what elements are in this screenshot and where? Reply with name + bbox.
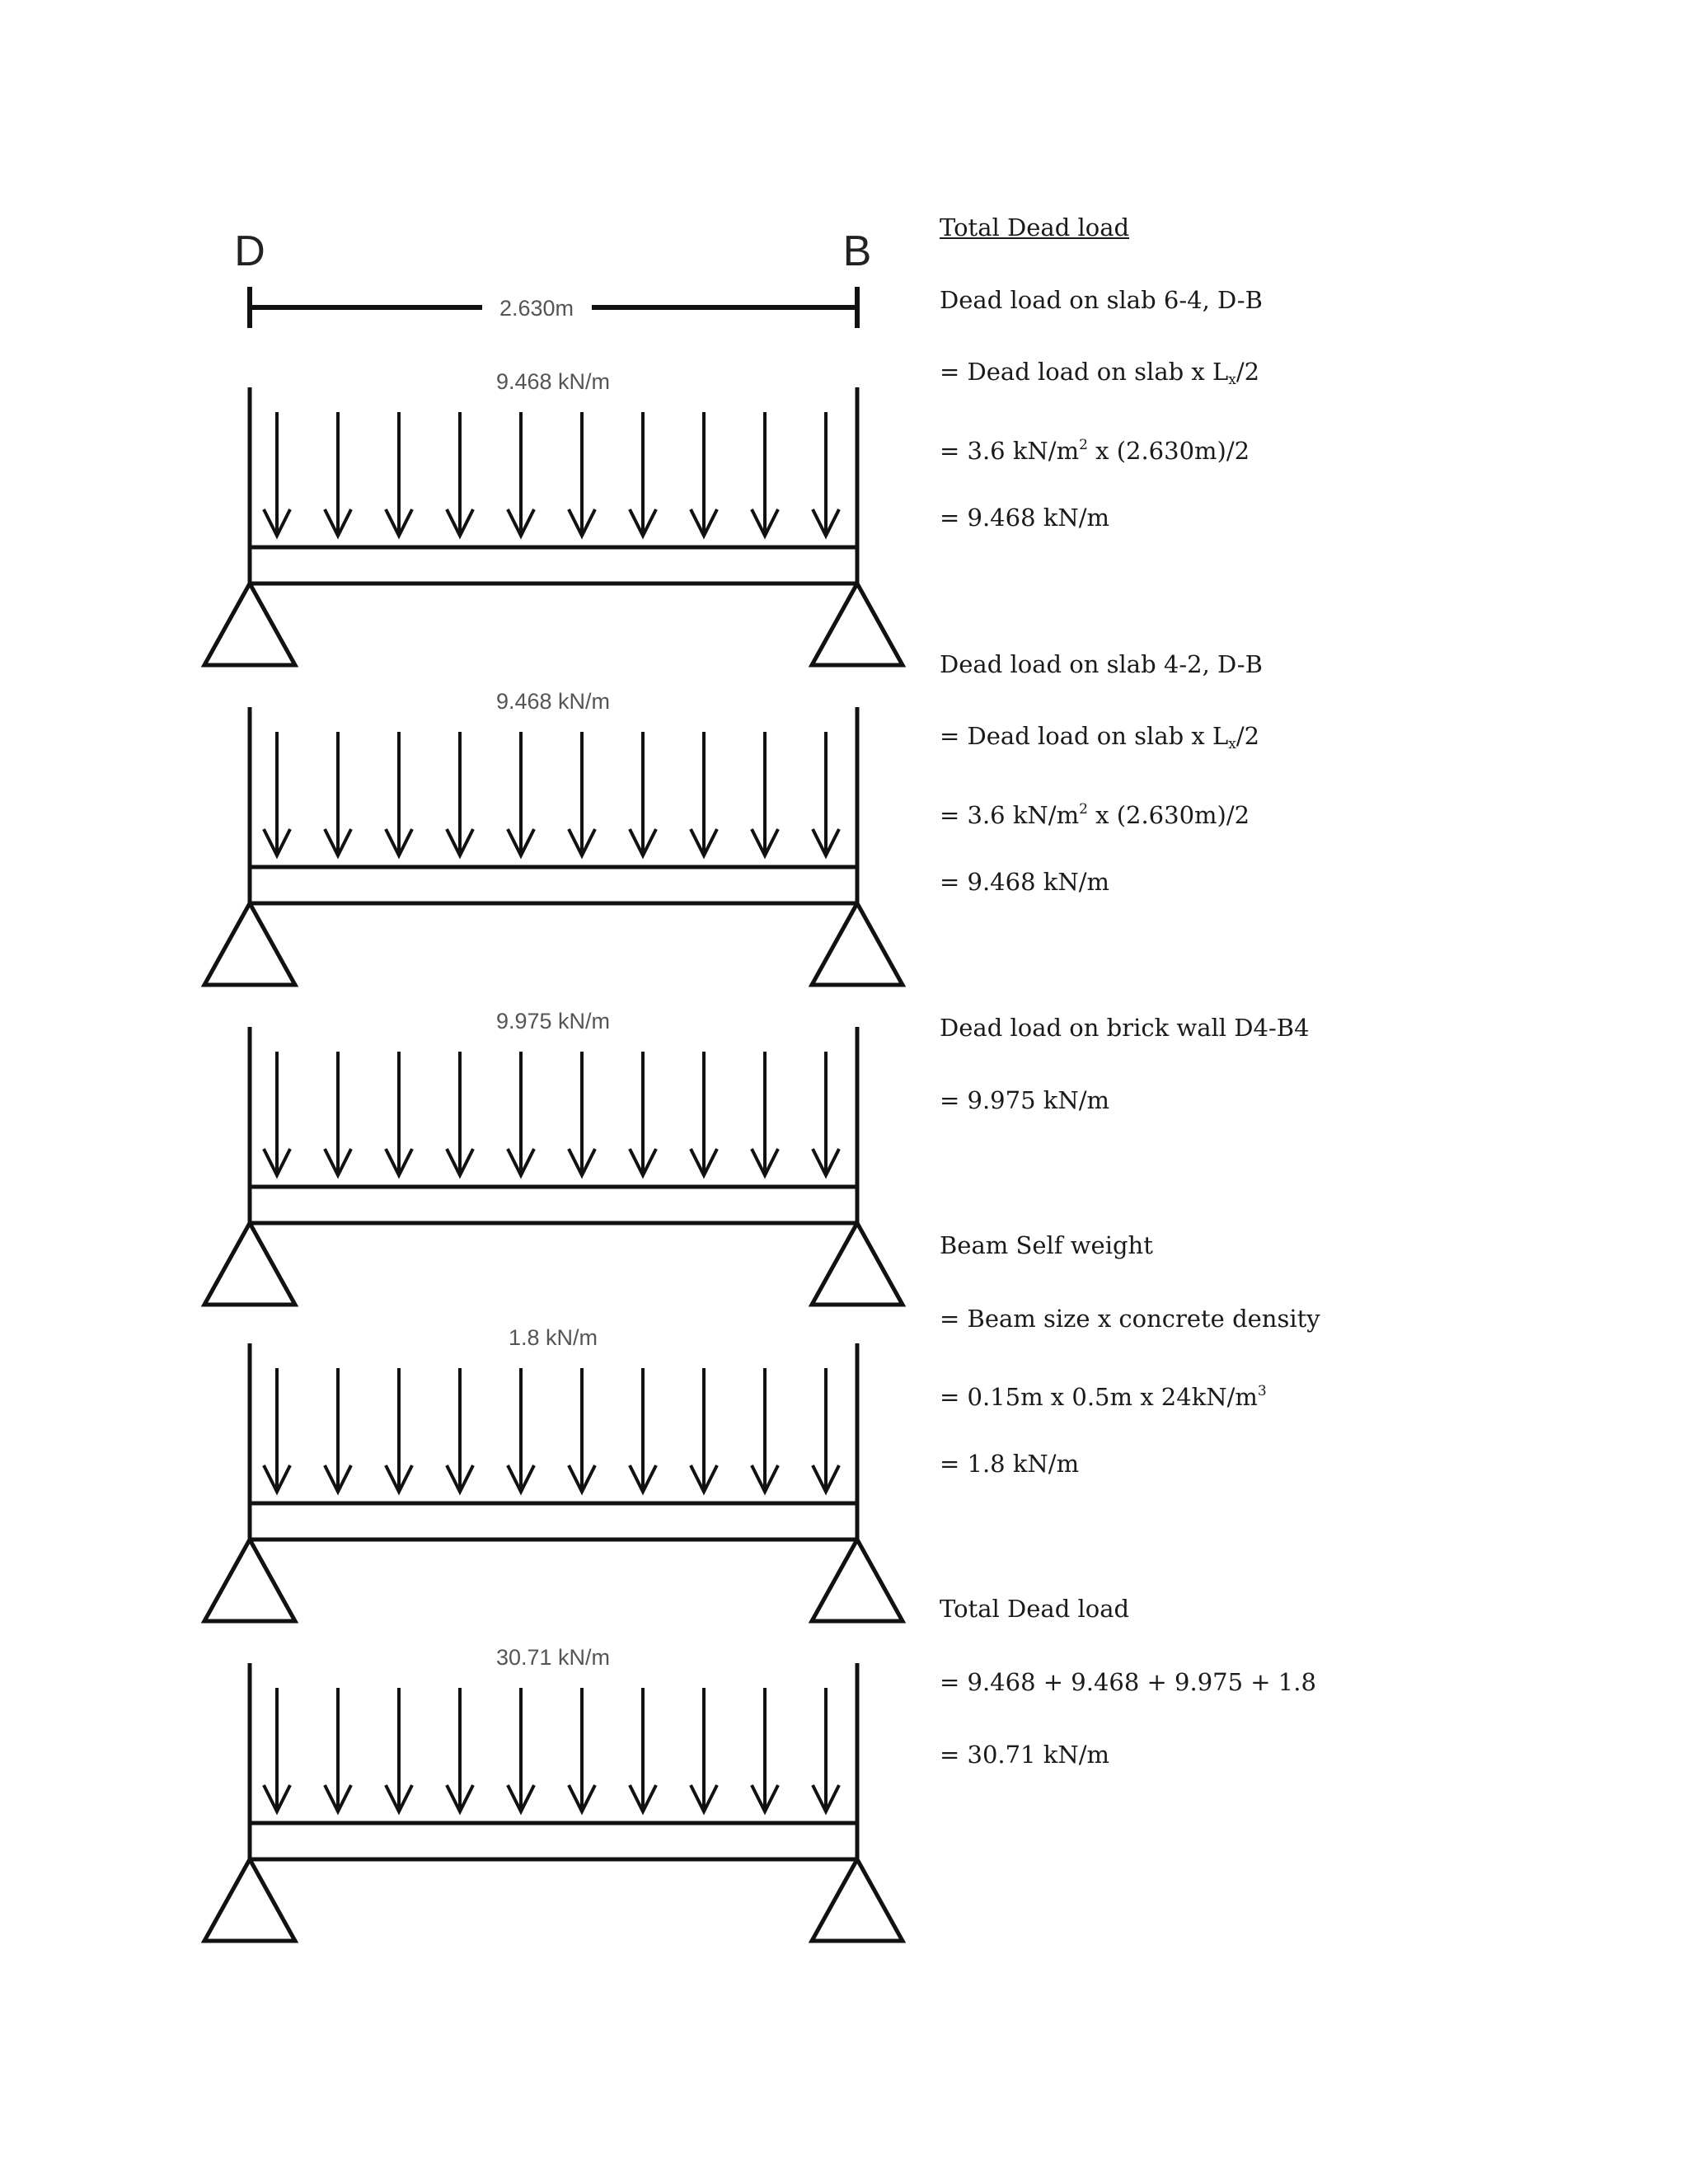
load-arrow [569,1368,595,1492]
load-arrow [264,732,290,855]
load-arrow [630,1688,656,1811]
wall-result: = 9.975 kN/m [940,1086,1109,1114]
pin-support-right [812,903,903,985]
load-arrow [752,1052,778,1175]
beam-group [204,369,903,1941]
load-arrow [813,412,839,536]
wall-title: Dead load on brick wall D4-B4 [940,1014,1310,1042]
pin-support-left [204,1540,295,1621]
load-arrow [630,412,656,536]
load-arrow [752,412,778,536]
load-arrow [813,732,839,855]
load-arrow [508,412,534,536]
total-result: = 30.71 kN/m [940,1741,1109,1769]
slab42-title: Dead load on slab 4-2, D-B [940,650,1263,678]
slab64-formula: = Dead load on slab x $L_x/2$ [940,358,1260,388]
selfweight-substitution: = 0.15m x 0.5m x $24kN/m^3$ [940,1383,1267,1411]
total-title: Total Dead load [940,1595,1130,1623]
load-arrow [325,412,351,536]
load-label: 1.8 kN/m [508,1325,598,1350]
load-label: 9.975 kN/m [495,1009,611,1033]
load-arrow [447,732,473,855]
beam-diagram [204,369,903,665]
load-arrow [447,412,473,536]
slab64-title: Dead load on slab 6-4, D-B [940,286,1263,314]
load-arrow [508,1052,534,1175]
load-arrow [264,1688,290,1811]
load-arrow [569,732,595,855]
selfweight-formula: = Beam size x concrete density [940,1305,1320,1333]
load-arrow [325,1368,351,1492]
pin-support-left [204,583,295,665]
load-arrow [691,1052,717,1175]
load-arrow [691,1368,717,1492]
load-arrow [447,1052,473,1175]
load-arrow [569,1052,595,1175]
pin-support-left [204,1859,295,1941]
load-arrow [508,732,534,855]
load-arrow [386,1368,412,1492]
load-label: 30.71 kN/m [495,1645,611,1670]
load-arrow [325,1688,351,1811]
end-label-b: B [842,227,872,275]
beam-diagram [204,1645,903,1941]
selfweight-result: = 1.8 kN/m [940,1450,1080,1478]
heading-total-dead-load: Total Dead load [940,213,1130,241]
pin-support-left [204,903,295,985]
slab42-substitution: = 3.6 $kN/m^2$ x (2.630m)/2 [940,801,1250,829]
load-arrow [813,1368,839,1492]
beam-diagram [204,689,903,985]
load-arrow [386,412,412,536]
slab42-formula: = Dead load on slab x $L_x/2$ [940,722,1260,752]
load-arrow [813,1688,839,1811]
pin-support-right [812,1859,903,1941]
pin-support-right [812,1223,903,1305]
load-arrow [325,732,351,855]
load-label: 9.468 kN/m [495,369,611,394]
selfweight-title: Beam Self weight [940,1231,1153,1259]
load-arrow [447,1688,473,1811]
load-arrow [752,1368,778,1492]
load-arrow [264,1052,290,1175]
slab64-substitution: = 3.6 $kN/m^2$ x (2.630m)/2 [940,437,1250,465]
end-label-d: D [234,227,265,275]
load-arrow [386,732,412,855]
pin-support-left [204,1223,295,1305]
load-arrow [630,1052,656,1175]
load-arrow [264,1368,290,1492]
span-label: 2.630m [499,296,574,321]
load-arrow [508,1368,534,1492]
load-arrow [386,1688,412,1811]
load-arrow [264,412,290,536]
beam-diagram [204,1009,903,1305]
total-sum: = 9.468 + 9.468 + 9.975 + 1.8 [940,1668,1316,1696]
load-label: 9.468 kN/m [495,689,611,714]
load-arrow [569,1688,595,1811]
load-arrow [569,412,595,536]
calculation-notes [940,0,1665,2184]
load-arrow [447,1368,473,1492]
beam-diagram [204,1325,903,1621]
pin-support-right [812,1540,903,1621]
load-arrow [752,1688,778,1811]
load-arrow [630,1368,656,1492]
load-arrow [630,732,656,855]
load-arrow [325,1052,351,1175]
load-arrow [508,1688,534,1811]
pin-support-right [812,583,903,665]
load-arrow [752,732,778,855]
load-arrow [691,732,717,855]
load-arrow [691,412,717,536]
load-arrow [691,1688,717,1811]
slab64-result: = 9.468 kN/m [940,504,1109,532]
load-arrow [813,1052,839,1175]
slab42-result: = 9.468 kN/m [940,868,1109,896]
load-arrow [386,1052,412,1175]
